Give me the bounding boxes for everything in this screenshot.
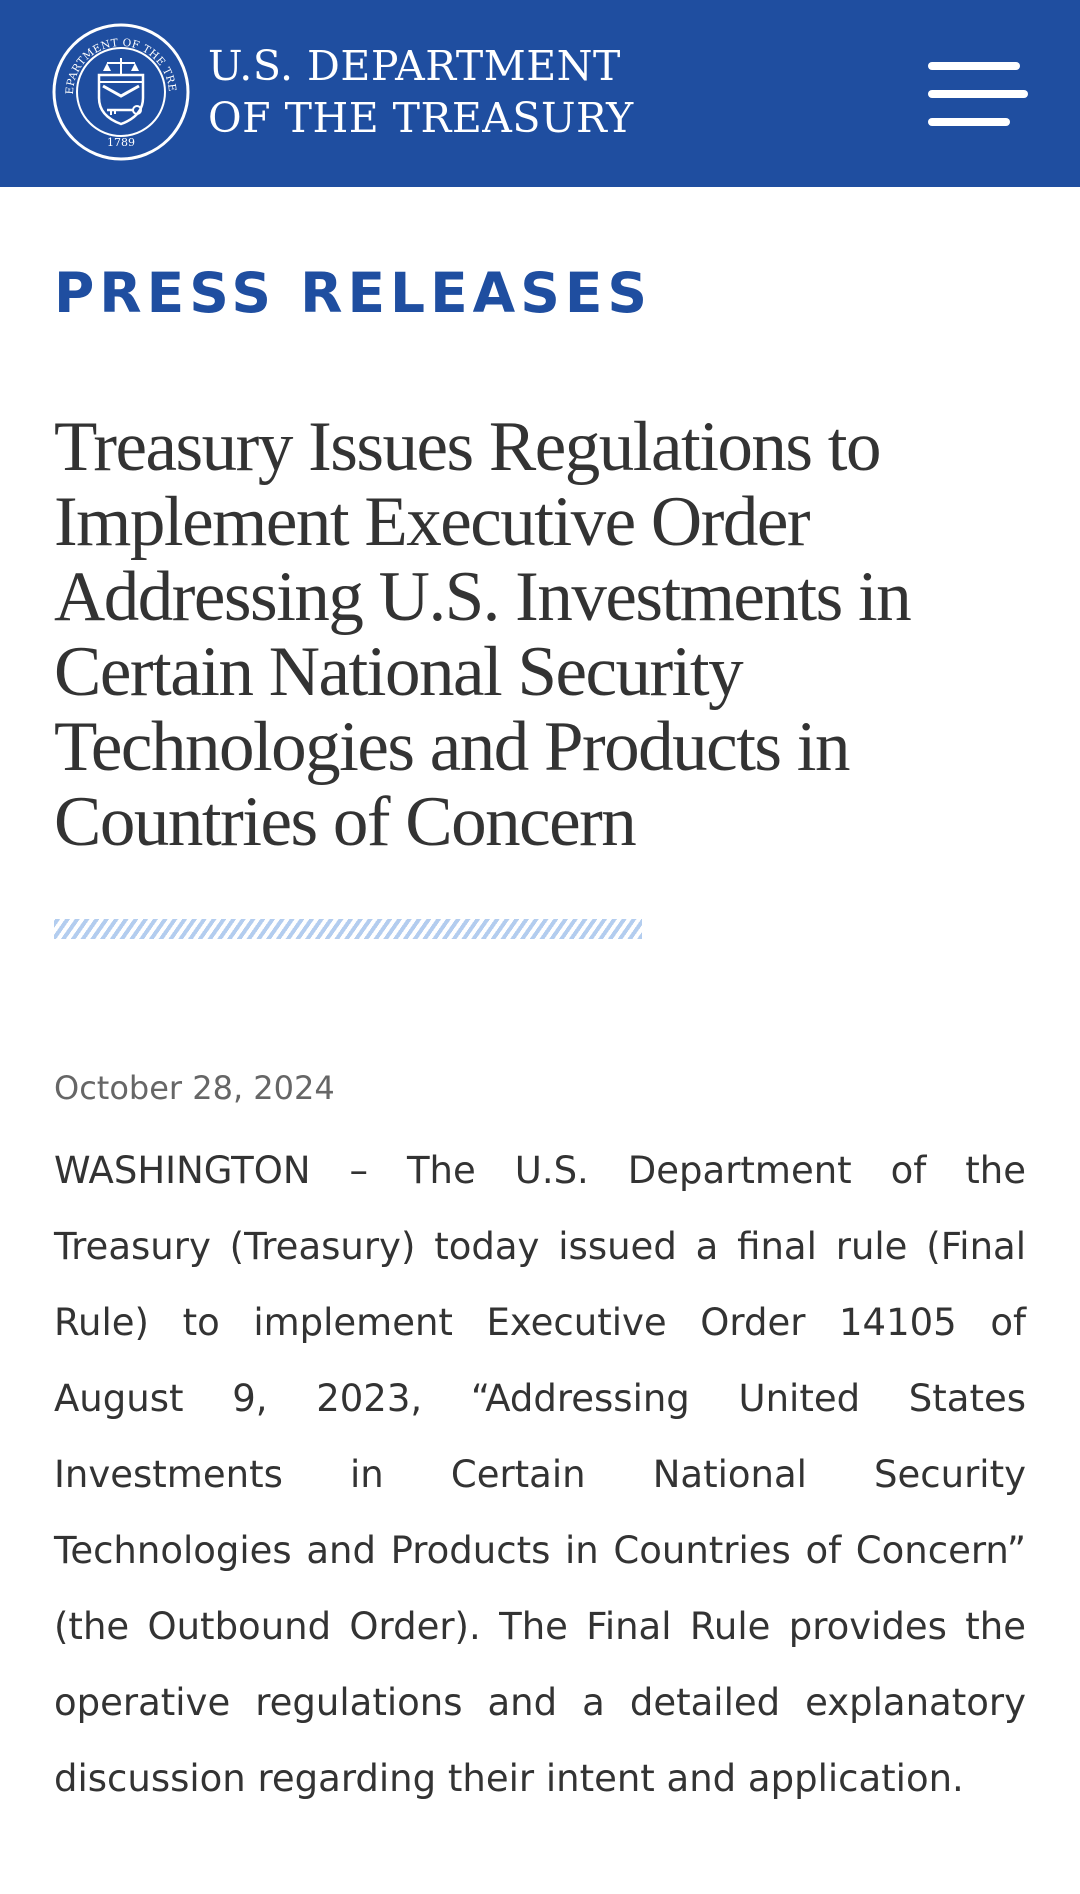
treasury-seal-icon[interactable] [51,22,191,162]
article-title: Treasury Issues Regulations to Implement Executive Order Addressing U.S. Investments in Certain National Security Technologies and Products in Countries of Concern [54,408,911,861]
publish-date: October 28, 2024 [54,1069,335,1107]
agency-name-line2: OF THE TREASURY [208,94,634,142]
agency-name[interactable] [208,40,634,144]
decorative-divider [54,919,642,939]
svg-text:THE DEPARTMENT OF THE TREASURY [51,22,178,95]
hamburger-menu-icon [928,90,1028,98]
seal-year: 1789 [107,136,135,149]
hamburger-menu-icon [928,62,1020,70]
section-label[interactable]: PRESS RELEASES [54,261,653,325]
hamburger-menu-icon [928,118,1010,126]
seal-ring-text: EPARTMENT OF THE TRE [63,36,179,95]
article-body: WASHINGTON – The U.S. Department of the Treasury (Treasury) today issued a final rule (Final Rule) to implement Executive Order 14105 of August 9, 2023, “Addressing United States Investments in Certain National Security Technologies and Products in Countries of Concern” (the Outbound Order). The Final Rule provides the operative regulations and a detailed explanatory discussion regarding their intent and application. [54,1149,1026,1800]
agency-name-line1: U.S. DEPARTMENT [208,42,621,90]
menu-button[interactable] [924,60,1028,128]
site-header [0,0,1080,187]
